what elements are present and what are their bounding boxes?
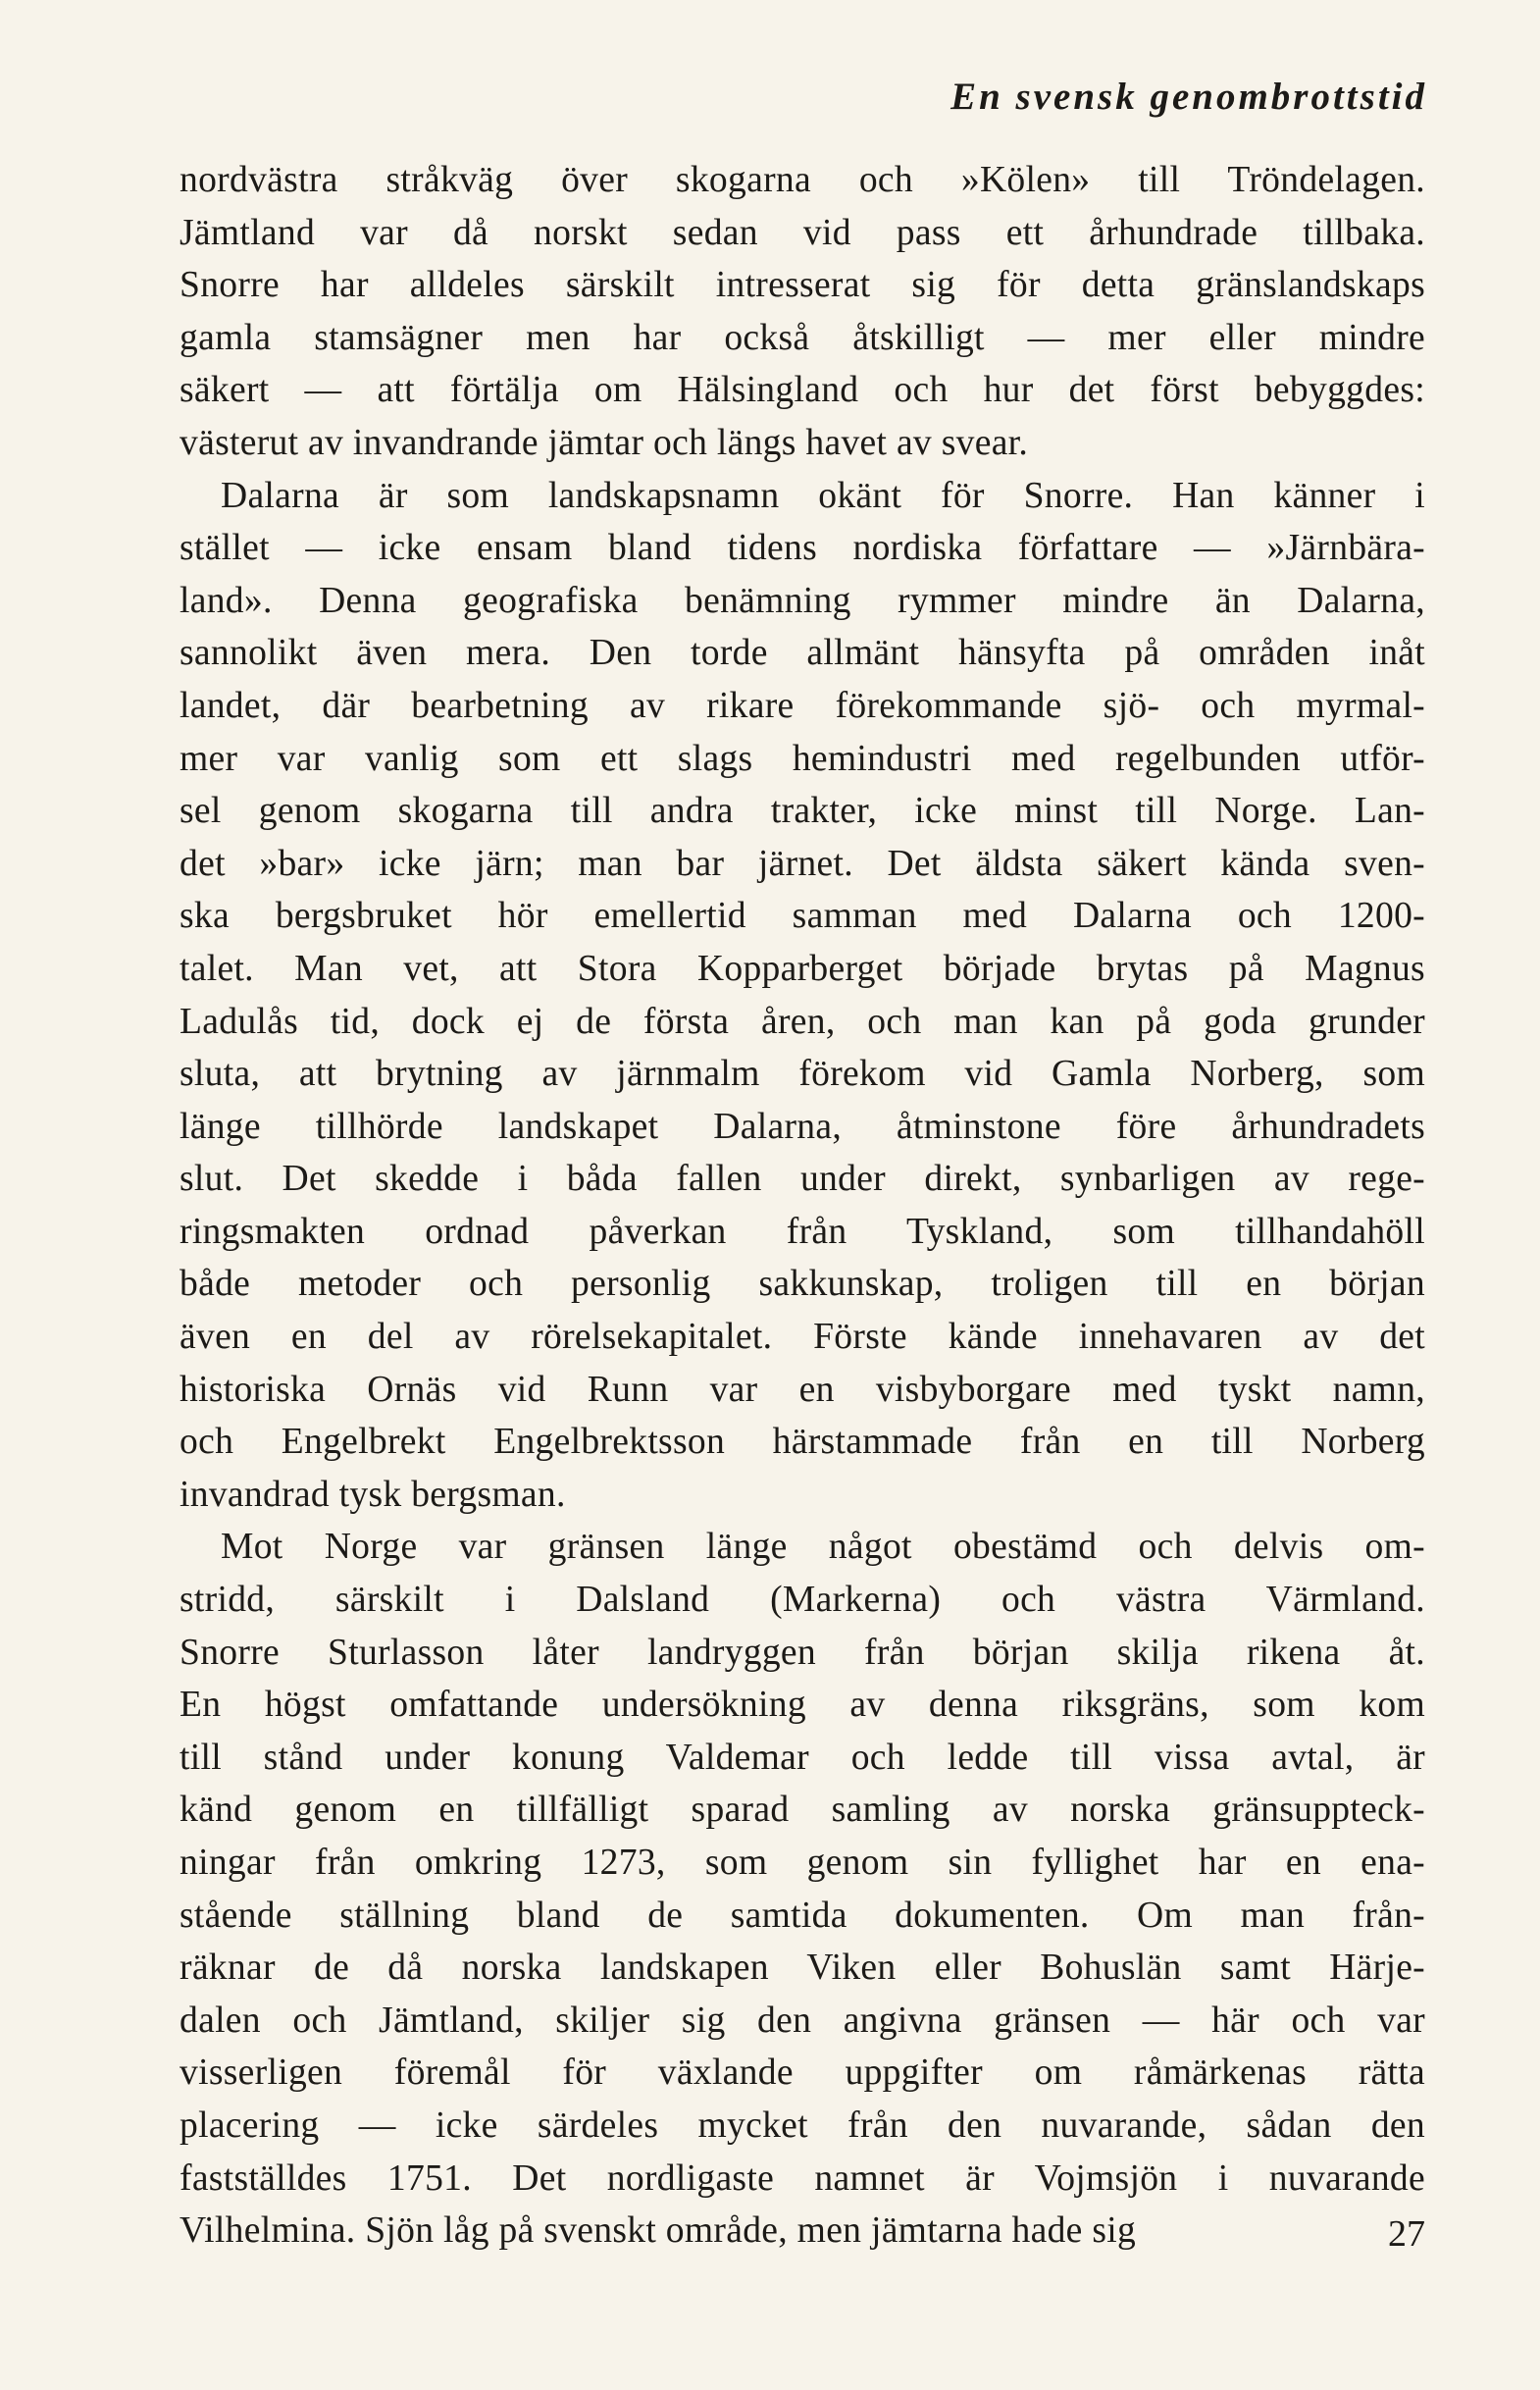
body-text (180, 154, 1425, 2258)
text-line: ningar från omkring 1273, som genom sin fyllighet har en ena- (180, 1843, 1425, 1883)
text-line: ringsmakten ordnad påverkan från Tyskland, som tillhandahöll (180, 1211, 1425, 1252)
text-line: nordvästra stråkväg över skogarna och »Kölen» till Tröndelagen. (180, 160, 1425, 200)
text-line: räknar de då norska landskapen Viken eller Bohuslän samt Härje- (180, 1948, 1425, 1989)
text-line: landet, där bearbetning av rikare förekommande sjö- och myrmal- (180, 685, 1425, 726)
paragraph (180, 470, 1425, 1522)
text-line: Dalarna är som landskapsnamn okänt för Snorre. Han känner i (221, 475, 1425, 516)
text-line: stående ställning bland de samtida dokumenten. Om man från- (180, 1895, 1425, 1936)
text-line: säkert — att förtälja om Hälsingland och hur det först bebyggdes: (180, 370, 1425, 411)
paragraph (180, 1521, 1425, 2257)
text-line: det »bar» icke järn; man bar järnet. Det äldsta säkert kända sven- (180, 843, 1425, 884)
text-line: slut. Det skedde i båda fallen under direkt, synbarligen av rege- (180, 1159, 1425, 1200)
text-line: till stånd under konung Valdemar och ledde till vissa avtal, är (180, 1737, 1425, 1778)
text-line: sannolikt även mera. Den torde allmänt hänsyfta på områden inåt (180, 633, 1425, 674)
running-head-title: En svensk genombrottstid (950, 76, 1427, 118)
text-line: Mot Norge var gränsen länge något obestämd och delvis om- (221, 1527, 1425, 1568)
text-line: Vilhelmina. Sjön låg på svenskt område, men jämtarna hade sig (180, 2210, 1137, 2252)
text-line: Jämtland var då norskt sedan vid pass ett århundrade tillbaka. (180, 212, 1425, 253)
text-line: och Engelbrekt Engelbrektsson härstammade från en till Norberg (180, 1422, 1425, 1463)
text-line: länge tillhörde landskapet Dalarna, åtminstone före århundradets (180, 1106, 1425, 1147)
text-line: mer var vanlig som ett slags hemindustri med regelbunden utför- (180, 738, 1425, 779)
text-line: både metoder och personlig sakkunskap, troligen till en början (180, 1264, 1425, 1305)
paragraph (180, 154, 1425, 470)
page-number: 27 (1388, 2213, 1425, 2255)
text-line: Ladulås tid, dock ej de första åren, och man kan på goda grunder (180, 1001, 1425, 1042)
text-line: känd genom en tillfälligt sparad samling av norska gränsuppteck- (180, 1790, 1425, 1831)
text-line: ska bergsbruket hör emellertid samman med Dalarna och 1200- (180, 896, 1425, 937)
text-line: dalen och Jämtland, skiljer sig den angivna gränsen — här och var (180, 2000, 1425, 2041)
text-line: land». Denna geografiska benämning rymmer mindre än Dalarna, (180, 580, 1425, 621)
text-line: Snorre Sturlasson låter landryggen från början skilja rikena åt. (180, 1632, 1425, 1673)
text-line: sluta, att brytning av järnmalm förekom vid Gamla Norberg, som (180, 1054, 1425, 1095)
text-line: talet. Man vet, att Stora Kopparberget började brytas på Magnus (180, 948, 1425, 989)
text-line: Snorre har alldeles särskilt intresserat sig för detta gränslandskaps (180, 265, 1425, 306)
text-line: placering — icke särdeles mycket från den nuvarande, sådan den (180, 2104, 1425, 2146)
text-line: stridd, särskilt i Dalsland (Markerna) och västra Värmland. (180, 1580, 1425, 1621)
text-line: historiska Ornäs vid Runn var en visbyborgare med tyskt namn, (180, 1369, 1425, 1410)
text-line: stället — icke ensam bland tidens nordiska författare — »Järnbära- (180, 528, 1425, 569)
text-line: En högst omfattande undersökning av denna riksgräns, som kom (180, 1685, 1425, 1726)
text-line: invandrad tysk bergsman. (180, 1474, 566, 1515)
text-line: sel genom skogarna till andra trakter, icke minst till Norge. Lan- (180, 791, 1425, 832)
text-line: västerut av invandrande jämtar och längs havet av svear. (180, 422, 1029, 463)
text-line: även en del av rörelsekapitalet. Förste kände innehavaren av det (180, 1317, 1425, 1358)
text-line: gamla stamsägner men har också åtskilligt — mer eller mindre (180, 317, 1425, 358)
text-line: fastställdes 1751. Det nordligaste namnet är Vojmsjön i nuvarande (180, 2157, 1425, 2199)
text-line: visserligen föremål för växlande uppgifter om råmärkenas rätta (180, 2052, 1425, 2094)
